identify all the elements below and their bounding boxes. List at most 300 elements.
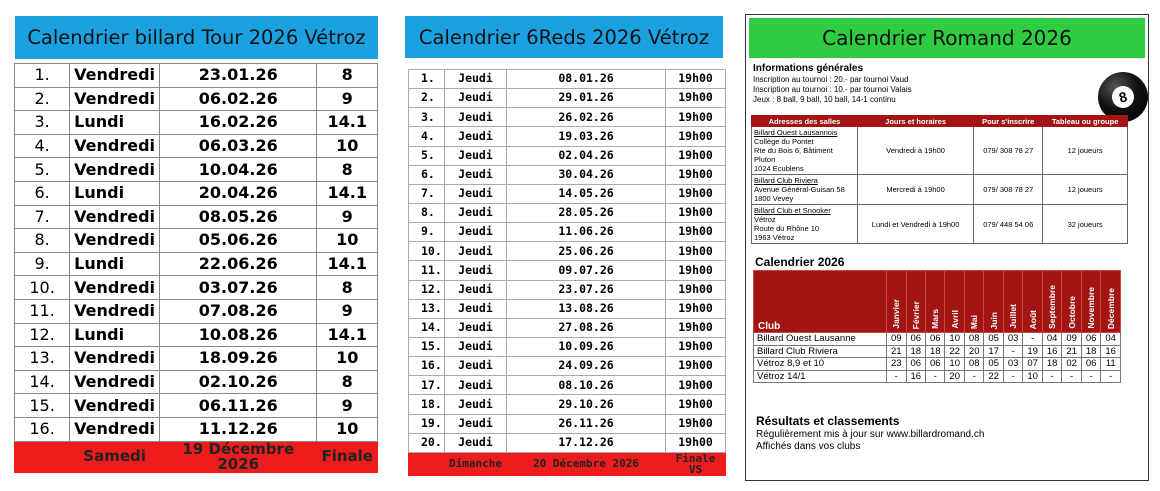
final-day: Samedi xyxy=(70,441,160,472)
row-day: Jeudi xyxy=(444,261,506,280)
grid-day-cell: 09 xyxy=(887,333,906,346)
row-day: Vendredi xyxy=(70,370,160,394)
grid-day-cell: 03 xyxy=(1003,333,1022,346)
row-date: 10.04.26 xyxy=(160,158,317,182)
eight-ball-number: 8 xyxy=(1110,84,1137,111)
row-date: 27.08.26 xyxy=(506,318,665,337)
grid-day-cell: 08 xyxy=(964,358,983,371)
row-number: 5. xyxy=(15,158,70,182)
row-number: 13. xyxy=(15,347,70,371)
table-row xyxy=(409,433,726,452)
row-number: 2. xyxy=(15,87,70,111)
clubs-header: Pour s'inscrire xyxy=(974,116,1043,127)
club-address xyxy=(752,175,858,205)
row-time: 19h00 xyxy=(666,242,726,261)
club-name: Billard Ouest Lausannois xyxy=(754,128,838,137)
row-number: 2. xyxy=(409,89,445,108)
club-address-line: Collège du Pontet xyxy=(754,137,814,146)
grid-day-cell: - xyxy=(1003,370,1022,383)
table-row xyxy=(409,318,726,337)
grid-day-cell: - xyxy=(1101,370,1121,383)
general-info-heading: Informations générales xyxy=(753,63,864,74)
table-row xyxy=(15,64,378,88)
grid-day-cell: 21 xyxy=(887,345,906,358)
row-time: 19h00 xyxy=(666,280,726,299)
row-number: 1. xyxy=(409,70,445,89)
month-label: Mars xyxy=(930,309,941,329)
row-game-type: 14.1 xyxy=(317,252,378,276)
club-phone: 079/ 308 78 27 xyxy=(974,127,1043,175)
sixreds-calendar-title: Calendrier 6Reds 2026 Vétroz xyxy=(405,16,723,58)
row-number: 12. xyxy=(15,323,70,347)
grid-day-cell: 08 xyxy=(964,333,983,346)
grid-row xyxy=(754,358,1121,371)
row-time: 19h00 xyxy=(666,261,726,280)
row-date: 08.05.26 xyxy=(160,205,317,229)
row-date: 30.04.26 xyxy=(506,165,665,184)
club-address-line: 1024 Ecublens xyxy=(754,164,804,173)
grid-day-cell: 21 xyxy=(1062,345,1081,358)
row-number: 12. xyxy=(409,280,445,299)
row-number: 17. xyxy=(409,376,445,395)
grid-day-cell: 23 xyxy=(887,358,906,371)
row-number: 15. xyxy=(15,394,70,418)
club-phone: 079/ 308 78 27 xyxy=(974,175,1043,205)
club-group: 32 joueurs xyxy=(1043,205,1128,244)
row-day: Jeudi xyxy=(444,280,506,299)
grid-day-cell: 09 xyxy=(1062,333,1081,346)
row-game-type: 10 xyxy=(317,417,378,441)
row-time: 19h00 xyxy=(666,70,726,89)
table-row xyxy=(409,70,726,89)
row-game-type: 9 xyxy=(317,205,378,229)
grid-day-cell: 18 xyxy=(1042,358,1061,371)
club-row xyxy=(752,175,1128,205)
row-game-type: 9 xyxy=(317,299,378,323)
month-label: Septembre xyxy=(1047,285,1058,329)
grid-day-cell: 16 xyxy=(1101,345,1121,358)
final-empty-cell xyxy=(409,452,445,475)
row-date: 23.07.26 xyxy=(506,280,665,299)
final-label: Finale VS xyxy=(666,452,726,475)
row-date: 06.03.26 xyxy=(160,134,317,158)
row-date: 13.08.26 xyxy=(506,299,665,318)
row-time: 19h00 xyxy=(666,223,726,242)
grid-day-cell: - xyxy=(887,370,906,383)
row-date: 28.05.26 xyxy=(506,203,665,222)
club-address-line: 1963 Vétroz xyxy=(754,233,795,242)
clubs-header: Jours et horaires xyxy=(858,116,974,127)
row-number: 15. xyxy=(409,337,445,356)
club-row xyxy=(752,205,1128,244)
grid-day-cell: 06 xyxy=(1081,333,1100,346)
grid-row xyxy=(754,345,1121,358)
row-date: 25.06.26 xyxy=(506,242,665,261)
table-row xyxy=(409,127,726,146)
row-date: 18.09.26 xyxy=(160,347,317,371)
row-number: 3. xyxy=(15,111,70,135)
tour-calendar-title: Calendrier billard Tour 2026 Vétroz xyxy=(15,16,378,59)
club-name: Billard Club Riviera xyxy=(754,176,818,185)
month-label: Février xyxy=(910,300,921,329)
table-row xyxy=(15,87,378,111)
club-address-line: Avenue Général-Guisan 58 xyxy=(754,185,845,194)
table-row xyxy=(409,337,726,356)
table-row xyxy=(409,165,726,184)
club-address xyxy=(752,205,858,244)
row-game-type: 8 xyxy=(317,64,378,88)
club-address-line: Route du Rhône 10 xyxy=(754,224,820,233)
row-day: Vendredi xyxy=(70,394,160,418)
grid-day-cell: 18 xyxy=(1081,345,1100,358)
results-heading: Résultats et classements xyxy=(756,414,900,428)
row-date: 02.10.26 xyxy=(160,370,317,394)
grid-day-cell: 20 xyxy=(964,345,983,358)
row-time: 19h00 xyxy=(666,146,726,165)
grid-day-cell: 04 xyxy=(1042,333,1061,346)
row-day: Jeudi xyxy=(444,395,506,414)
row-number: 8. xyxy=(409,203,445,222)
month-label: Août xyxy=(1027,309,1038,329)
row-date: 09.07.26 xyxy=(506,261,665,280)
table-row xyxy=(409,261,726,280)
clubs-header: Adresses des salles xyxy=(752,116,858,127)
row-game-type: 10 xyxy=(317,229,378,253)
club-row xyxy=(752,127,1128,175)
month-header xyxy=(906,271,925,333)
grid-day-cell: 19 xyxy=(1023,345,1042,358)
table-row xyxy=(409,395,726,414)
month-label: Mai xyxy=(969,314,980,329)
month-label: Octobre xyxy=(1066,296,1077,329)
club-address-line: Vétroz xyxy=(754,215,776,224)
grid-row xyxy=(754,333,1121,346)
month-header xyxy=(1042,271,1061,333)
row-date: 26.02.26 xyxy=(506,108,665,127)
grid-day-cell: 05 xyxy=(984,333,1003,346)
club-phone: 079/ 448 54 06 xyxy=(974,205,1043,244)
table-row xyxy=(15,111,378,135)
table-row xyxy=(409,146,726,165)
row-number: 10. xyxy=(409,242,445,261)
row-day: Jeudi xyxy=(444,165,506,184)
row-game-type: 14.1 xyxy=(317,181,378,205)
row-day: Vendredi xyxy=(70,87,160,111)
row-day: Jeudi xyxy=(444,414,506,433)
row-time: 19h00 xyxy=(666,376,726,395)
grid-day-cell: 06 xyxy=(906,333,925,346)
grid-day-cell: - xyxy=(1023,333,1042,346)
row-date: 29.10.26 xyxy=(506,395,665,414)
table-row xyxy=(409,184,726,203)
grid-row xyxy=(754,370,1121,383)
row-date: 14.05.26 xyxy=(506,184,665,203)
grid-day-cell: - xyxy=(1003,345,1022,358)
row-date: 20.04.26 xyxy=(160,181,317,205)
table-row xyxy=(15,370,378,394)
final-row xyxy=(409,452,726,475)
row-day: Vendredi xyxy=(70,276,160,300)
month-header xyxy=(1023,271,1042,333)
row-day: Jeudi xyxy=(444,318,506,337)
row-number: 5. xyxy=(409,146,445,165)
month-header xyxy=(1062,271,1081,333)
row-day: Jeudi xyxy=(444,242,506,261)
row-number: 11. xyxy=(15,299,70,323)
row-day: Lundi xyxy=(70,181,160,205)
row-day: Jeudi xyxy=(444,357,506,376)
row-number: 14. xyxy=(409,318,445,337)
club-address-line: 1800 Vevey xyxy=(754,194,794,203)
info-line: Inscription au tournoi : 20.- par tournoi Vaud xyxy=(753,75,909,84)
row-date: 29.01.26 xyxy=(506,89,665,108)
table-row xyxy=(15,205,378,229)
row-number: 3. xyxy=(409,108,445,127)
grid-day-cell: 20 xyxy=(945,370,964,383)
row-day: Jeudi xyxy=(444,203,506,222)
row-number: 7. xyxy=(15,205,70,229)
row-time: 19h00 xyxy=(666,337,726,356)
romand-calendar-title: Calendrier Romand 2026 xyxy=(749,18,1145,58)
club-address xyxy=(752,127,858,175)
final-date: 20 Décembre 2026 xyxy=(506,452,665,475)
table-row xyxy=(409,280,726,299)
table-row xyxy=(15,394,378,418)
month-header xyxy=(1101,271,1121,333)
row-number: 13. xyxy=(409,299,445,318)
month-label: Juin xyxy=(988,311,999,329)
month-label: Avril xyxy=(949,310,960,329)
month-header xyxy=(887,271,906,333)
row-day: Jeudi xyxy=(444,146,506,165)
row-date: 23.01.26 xyxy=(160,64,317,88)
sixreds-calendar-table xyxy=(408,69,726,476)
final-row xyxy=(15,441,378,472)
row-time: 19h00 xyxy=(666,127,726,146)
table-row xyxy=(15,134,378,158)
club-days: Lundi et Vendredi à 19h00 xyxy=(858,205,974,244)
row-date: 03.07.26 xyxy=(160,276,317,300)
grid-day-cell: 05 xyxy=(984,358,1003,371)
club-group: 12 joueurs xyxy=(1043,127,1128,175)
row-number: 1. xyxy=(15,64,70,88)
row-number: 19. xyxy=(409,414,445,433)
info-line: Inscription au tournoi : 10.- par tournoi Valais xyxy=(753,85,912,94)
row-day: Vendredi xyxy=(70,229,160,253)
grid-day-cell: 07 xyxy=(1023,358,1042,371)
calendar-2026-heading: Calendrier 2026 xyxy=(755,255,845,269)
row-day: Vendredi xyxy=(70,64,160,88)
clubs-table xyxy=(751,115,1128,244)
club-column-header: Club xyxy=(754,271,887,333)
table-row xyxy=(409,414,726,433)
row-time: 19h00 xyxy=(666,318,726,337)
row-date: 05.06.26 xyxy=(160,229,317,253)
row-date: 10.09.26 xyxy=(506,337,665,356)
grid-day-cell: - xyxy=(964,370,983,383)
grid-club-name: Vétroz 14/1 xyxy=(754,370,887,383)
club-address-line: Pluton xyxy=(754,155,776,164)
row-number: 16. xyxy=(409,357,445,376)
grid-day-cell: 22 xyxy=(945,345,964,358)
month-header xyxy=(964,271,983,333)
row-date: 08.01.26 xyxy=(506,70,665,89)
results-line: Affichés dans vos clubs xyxy=(756,441,861,452)
grid-day-cell: 16 xyxy=(906,370,925,383)
row-number: 7. xyxy=(409,184,445,203)
table-row xyxy=(15,347,378,371)
general-info xyxy=(753,63,912,105)
grid-day-cell: 06 xyxy=(906,358,925,371)
row-number: 6. xyxy=(409,165,445,184)
row-time: 19h00 xyxy=(666,299,726,318)
final-empty-cell xyxy=(15,441,70,472)
table-row xyxy=(409,357,726,376)
grid-day-cell: 06 xyxy=(925,358,944,371)
club-days: Mercredi à 19h00 xyxy=(858,175,974,205)
grid-day-cell: 02 xyxy=(1062,358,1081,371)
row-number: 4. xyxy=(15,134,70,158)
row-time: 19h00 xyxy=(666,395,726,414)
romand-calendar-poster xyxy=(745,14,1149,481)
table-row xyxy=(409,376,726,395)
table-row xyxy=(15,276,378,300)
row-day: Jeudi xyxy=(444,127,506,146)
row-date: 24.09.26 xyxy=(506,357,665,376)
grid-day-cell: - xyxy=(925,370,944,383)
grid-day-cell: 10 xyxy=(945,333,964,346)
grid-day-cell: 10 xyxy=(945,358,964,371)
table-row xyxy=(409,203,726,222)
row-day: Jeudi xyxy=(444,433,506,452)
table-row xyxy=(409,223,726,242)
grid-day-cell: 10 xyxy=(1023,370,1042,383)
romand-month-grid xyxy=(753,270,1121,383)
row-day: Vendredi xyxy=(70,299,160,323)
row-game-type: 14.1 xyxy=(317,323,378,347)
grid-club-name: Vétroz 8,9 et 10 xyxy=(754,358,887,371)
club-name: Billard Club et Snooker xyxy=(754,206,831,215)
row-time: 19h00 xyxy=(666,89,726,108)
month-header xyxy=(1003,271,1022,333)
row-date: 11.12.26 xyxy=(160,417,317,441)
table-row xyxy=(15,417,378,441)
info-line: Jeux : 8 ball, 9 ball, 10 ball, 14-1 continu xyxy=(753,95,896,104)
row-day: Lundi xyxy=(70,323,160,347)
table-row xyxy=(409,89,726,108)
row-day: Jeudi xyxy=(444,337,506,356)
month-header xyxy=(984,271,1003,333)
row-game-type: 8 xyxy=(317,158,378,182)
row-game-type: 10 xyxy=(317,347,378,371)
grid-day-cell: 04 xyxy=(1101,333,1121,346)
row-number: 9. xyxy=(409,223,445,242)
row-date: 19.03.26 xyxy=(506,127,665,146)
table-row xyxy=(15,229,378,253)
row-day: Lundi xyxy=(70,252,160,276)
row-day: Jeudi xyxy=(444,108,506,127)
row-date: 06.02.26 xyxy=(160,87,317,111)
row-day: Jeudi xyxy=(444,299,506,318)
row-day: Jeudi xyxy=(444,89,506,108)
row-game-type: 9 xyxy=(317,394,378,418)
row-day: Jeudi xyxy=(444,70,506,89)
results-line: Régulièrement mis à jour sur www.billardromand.ch xyxy=(756,429,985,440)
row-number: 10. xyxy=(15,276,70,300)
grid-day-cell: - xyxy=(1081,370,1100,383)
month-label: Janvier xyxy=(891,299,902,329)
grid-day-cell: 16 xyxy=(1042,345,1061,358)
row-number: 20. xyxy=(409,433,445,452)
row-day: Jeudi xyxy=(444,376,506,395)
month-header xyxy=(945,271,964,333)
month-header xyxy=(1081,271,1100,333)
grid-day-cell: 17 xyxy=(984,345,1003,358)
row-date: 11.06.26 xyxy=(506,223,665,242)
table-row xyxy=(409,108,726,127)
row-time: 19h00 xyxy=(666,165,726,184)
month-label: Juillet xyxy=(1008,304,1019,329)
table-row xyxy=(15,252,378,276)
club-days: Vendredi à 19h00 xyxy=(858,127,974,175)
row-number: 11. xyxy=(409,261,445,280)
row-date: 02.04.26 xyxy=(506,146,665,165)
month-header xyxy=(925,271,944,333)
month-label: Novembre xyxy=(1086,287,1097,329)
clubs-header: Tableau ou groupe xyxy=(1043,116,1128,127)
row-game-type: 14.1 xyxy=(317,111,378,135)
month-label: Décembre xyxy=(1105,287,1116,329)
grid-day-cell: 18 xyxy=(906,345,925,358)
grid-day-cell: - xyxy=(1042,370,1061,383)
row-game-type: 10 xyxy=(317,134,378,158)
grid-day-cell: 03 xyxy=(1003,358,1022,371)
row-number: 18. xyxy=(409,395,445,414)
grid-day-cell: 18 xyxy=(925,345,944,358)
row-day: Vendredi xyxy=(70,417,160,441)
row-time: 19h00 xyxy=(666,414,726,433)
row-date: 10.08.26 xyxy=(160,323,317,347)
club-address-line: Rte du Bois 6, Bâtiment xyxy=(754,146,833,155)
grid-day-cell: 11 xyxy=(1101,358,1121,371)
row-day: Lundi xyxy=(70,111,160,135)
table-row xyxy=(15,299,378,323)
row-number: 9. xyxy=(15,252,70,276)
row-number: 16. xyxy=(15,417,70,441)
row-date: 07.08.26 xyxy=(160,299,317,323)
grid-day-cell: 06 xyxy=(1081,358,1100,371)
row-day: Jeudi xyxy=(444,184,506,203)
club-group: 12 joueurs xyxy=(1043,175,1128,205)
row-date: 17.12.26 xyxy=(506,433,665,452)
grid-day-cell: 22 xyxy=(984,370,1003,383)
tour-calendar-table xyxy=(14,63,378,473)
row-number: 4. xyxy=(409,127,445,146)
grid-day-cell: 06 xyxy=(925,333,944,346)
row-date: 22.06.26 xyxy=(160,252,317,276)
final-date: 19 Décembre 2026 xyxy=(160,441,317,472)
row-day: Vendredi xyxy=(70,134,160,158)
row-time: 19h00 xyxy=(666,433,726,452)
row-day: Vendredi xyxy=(70,347,160,371)
row-day: Vendredi xyxy=(70,158,160,182)
row-number: 8. xyxy=(15,229,70,253)
table-row xyxy=(409,242,726,261)
final-day: Dimanche xyxy=(444,452,506,475)
final-label: Finale xyxy=(317,441,378,472)
row-game-type: 9 xyxy=(317,87,378,111)
row-date: 16.02.26 xyxy=(160,111,317,135)
